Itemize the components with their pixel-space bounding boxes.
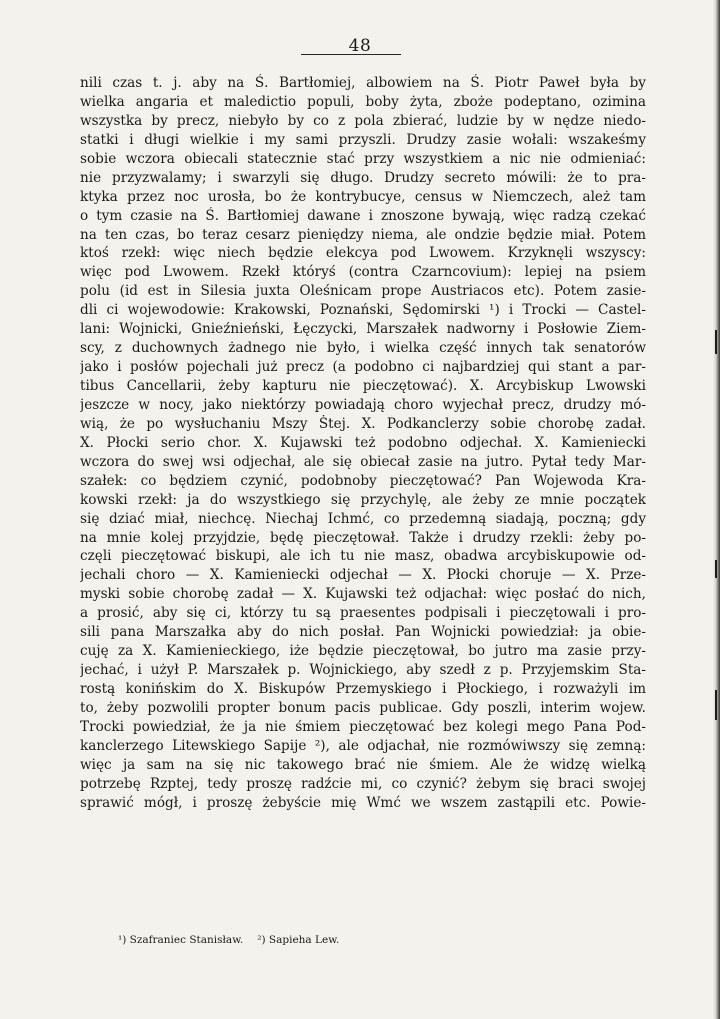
- text-line: kanclerzego Litewskiego Sapije ²), ale odjachał, nie rozmówiwszy się zemną:: [80, 737, 646, 754]
- text-line: na mnie kolej przyjdzie, będę pieczętował. Także i drudzy rzekli: żeby po-: [80, 529, 646, 546]
- text-line: kowski rzekł: ja do wszystkiego się przychylę, ale żeby ze mnie początek: [80, 491, 646, 508]
- text-line: więc pod Lwowem. Rzekł któryś (contra Czarncovium): lepiej na psiem: [80, 264, 646, 281]
- body-text: [80, 74, 646, 813]
- text-line: szałek: co będziem czynić, podobnoby pieczętować? Pan Wojewoda Kra-: [80, 472, 646, 489]
- text-line: polu (id est in Silesia juxta Oleśnicam prope Austriacos etc). Potem zasie-: [80, 283, 646, 300]
- text-line: Trocki powiedział, że ja nie śmiem pieczętować bez kolegi mego Pana Pod-: [80, 718, 646, 735]
- text-line: dli ci wojewodowie: Krakowski, Poznański, Sędomirski ¹) i Trocki — Castel-: [80, 302, 646, 319]
- text-line: jechać, i użył P. Marszałek p. Wojnickiego, aby szedł z p. Przyjemskim Sta-: [80, 662, 646, 679]
- text-line: nili czas t. j. aby na Ś. Bartłomiej, albowiem na Ś. Piotr Paweł była by: [80, 75, 646, 91]
- text-line: jako i posłów pojechali już precz (a podobno ci najbardziej qui stant a par-: [80, 359, 646, 376]
- text-line: sobie wczora obiecali statecznie stać przy wszystkiem a nic nie odmieniać:: [80, 150, 646, 167]
- text-line: cuję za X. Kamienieckiego, iże będzie pieczętował, bo jutro ma zasie przy-: [80, 643, 646, 660]
- text-line: wszystka by precz, niebyło by co z pola zbierać, ludzie by w nędze niedo-: [80, 112, 646, 129]
- text-line: ktoś rzekł: więc niech będzie elekcya pod Lwowem. Krzyknęli wszyscy:: [80, 245, 646, 262]
- text-line: tibus Cancellarii, żeby kapturu nie pieczętować). X. Arcybiskup Lwowski: [80, 378, 646, 394]
- text-line: wczora do swej wsi odjechał, ale się obiecał zasie na jutro. Pytał tedy Mar-: [80, 453, 646, 470]
- text-line: wielka angaria et maledictio populi, boby żyta, zboże podeptano, ozimina: [80, 93, 646, 110]
- text-line: ktyka przez noc urosła, bo że kontrybucye, census w Niemczech, ależ tam: [80, 188, 646, 205]
- text-line: o tym czasie na Ś. Bartłomiej dawane i znoszone bywają, więc radzą czekać: [80, 207, 646, 224]
- text-line: rostą konińskim do X. Biskupów Przemyskiego i Płockiego, i rozważyli im: [80, 681, 646, 697]
- footnote: ²) Sapieha Lew.: [257, 934, 340, 946]
- text-line: statki i długi wielkie i my sami przyszli. Drudzy zasie wołali: wszakeśmy: [80, 131, 646, 148]
- text-line: nie przyzwalamy; i swarzyli się długo. Drudzy secreto mówili: że to pra-: [80, 169, 646, 186]
- text-line: częli pieczętować biskupi, ale ich tu nie masz, obadwa arcybiskupowie od-: [80, 548, 646, 565]
- text-line: na ten czas, bo teraz cesarz pieniędzy niema, ale ondzie będzie miał. Potem: [80, 226, 646, 243]
- text-line: X. Płocki serio chor. X. Kujawski też podobno odjechał. X. Kamieniecki: [80, 434, 646, 451]
- text-line: sili pana Marszałka aby do nich posłał. Pan Wojnicki powiedział: ja obie-: [80, 624, 646, 641]
- text-line: to, żeby pozwolili propter bonum pacis publicae. Gdy poszli, interim wojew.: [80, 699, 646, 716]
- edge-mark: [715, 560, 717, 578]
- text-line: wią, że po wysłuchaniu Mszy Ṡtej. X. Podkanclerzy sobie chorobę zadał.: [80, 415, 646, 432]
- text-line: jeszcze w nocy, jako niektórzy powiadają choro wyjechał precz, drudzy mó-: [80, 396, 646, 413]
- page-edge-shadow: [713, 0, 720, 1019]
- text-line: myski sobie chorobę zadał — X. Kujawski też odjachał: więc posłać do nich,: [80, 586, 646, 603]
- footnote: ¹) Szafraniec Stanisław.: [118, 934, 244, 946]
- text-line: lani: Wojnicki, Gnieźnieński, Łęczycki, Marszałek nadworny i Posłowie Ziem-: [80, 321, 646, 338]
- text-line: sprawić mógł, i proszę żebyście mię Wmć we wszem zastąpili etc. Powie-: [80, 794, 646, 811]
- text-line: się dziać miał, niechcę. Niechaj Ichmć, co przedemną siadają, poczną; gdy: [80, 510, 646, 527]
- text-line: scy, z duchownych żadnego nie było, i wielka część innych tak senatorów: [80, 340, 646, 357]
- text-line: jechali choro — X. Kamieniecki odjechał — X. Płocki choruje — X. Prze-: [80, 567, 646, 584]
- text-line: więc ja sam na się nic takowego brać nie śmiem. Ale że widzę wielką: [80, 756, 646, 773]
- edge-mark: [715, 690, 717, 720]
- edge-mark: [715, 330, 717, 354]
- page-number: 48: [348, 36, 372, 56]
- page-number-rule: [301, 54, 401, 55]
- text-line: potrzebę Rzptej, tedy proszę radźcie mi, co czynić? żebym się braci swojej: [80, 775, 646, 792]
- footnotes: [118, 934, 339, 946]
- text-line: a prosić, aby się ci, którzy tu są praesentes podpisali i pieczętowali i pro-: [80, 605, 646, 622]
